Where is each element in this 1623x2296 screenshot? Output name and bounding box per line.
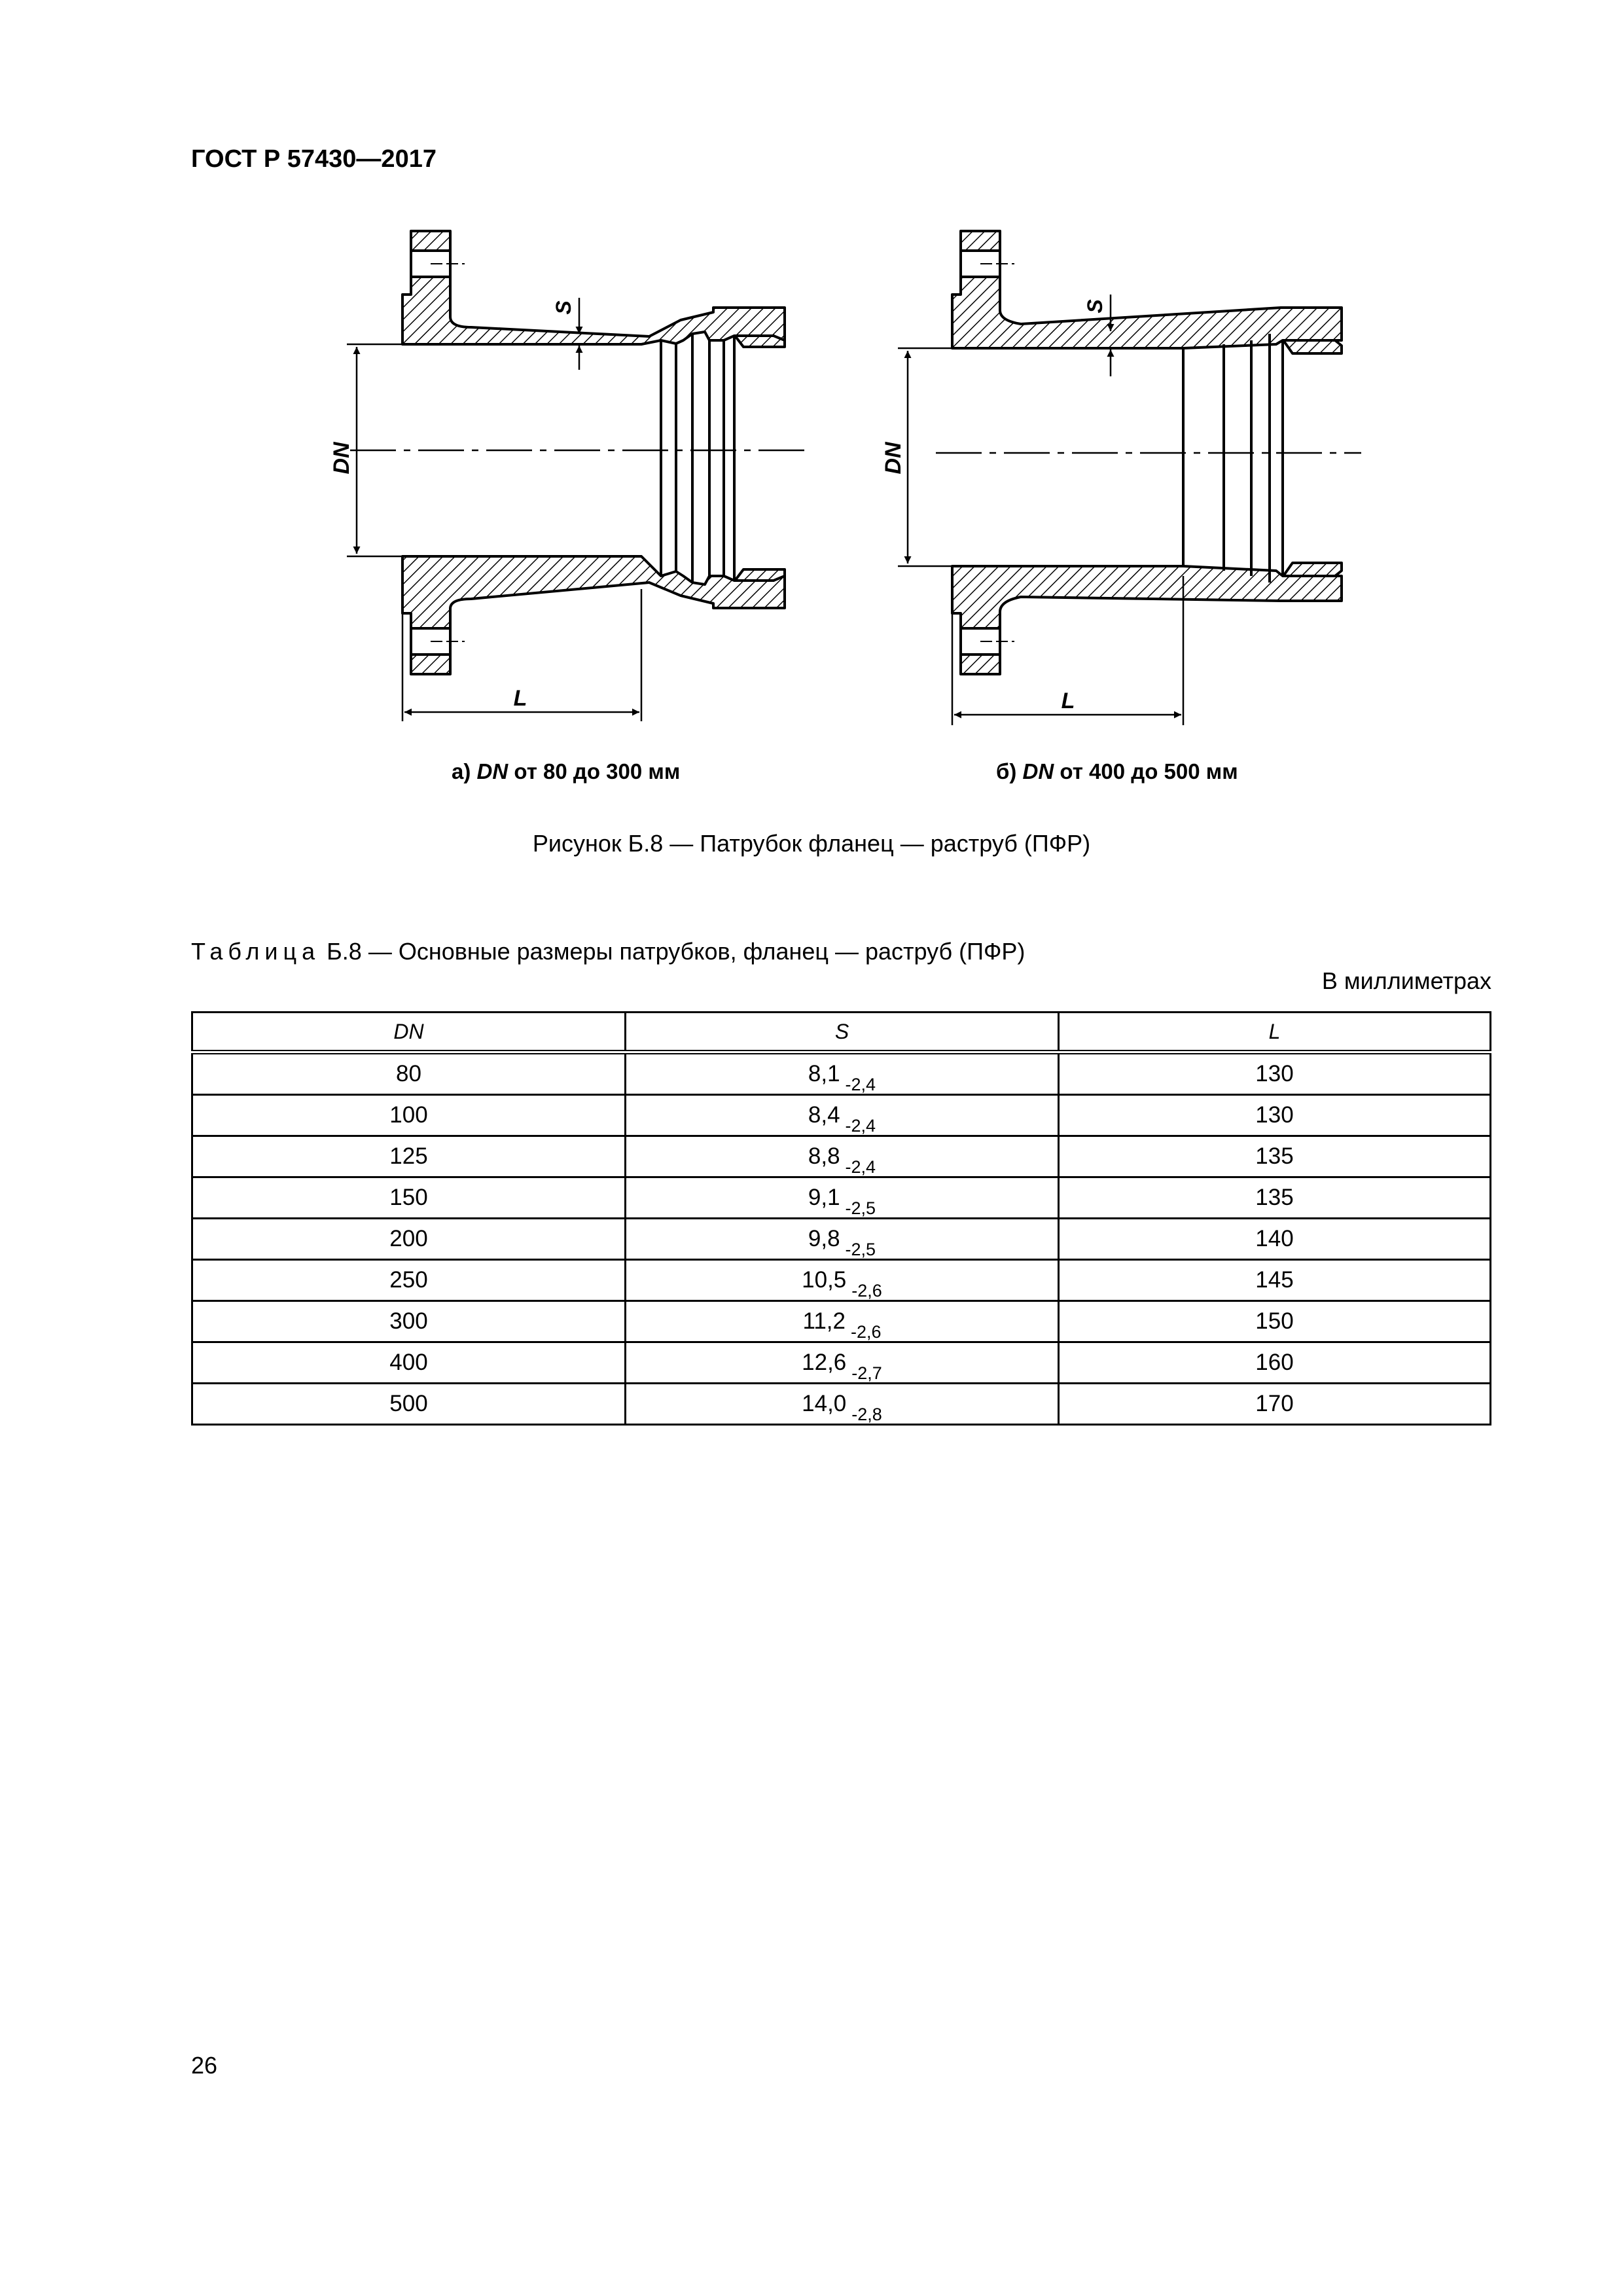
- s-label-a: S: [552, 300, 575, 315]
- table-row: [192, 1219, 1491, 1260]
- subfigure-caption-a: [452, 759, 680, 784]
- table-row: [192, 1384, 1491, 1425]
- table-title-text: Б.8 — Основные размеры патрубков, фланец — раструб (ПФР): [327, 938, 1026, 965]
- subfigure-b-dn: DN: [1022, 759, 1054, 783]
- cell-dn: 250: [192, 1260, 626, 1301]
- cell-l: 130: [1059, 1095, 1491, 1136]
- table-row: [192, 1301, 1491, 1342]
- dn-label-b: DN: [881, 442, 906, 475]
- dn-label-a: DN: [329, 442, 354, 475]
- header-s: S: [625, 1013, 1058, 1052]
- table-row: [192, 1052, 1491, 1095]
- cell-s: [625, 1342, 1058, 1384]
- cell-s: [625, 1052, 1058, 1095]
- figure-b8: [0, 0, 1623, 825]
- cell-s-tolerance: -2,6: [851, 1281, 882, 1300]
- cell-s-value: 9,8: [808, 1226, 840, 1251]
- document-header: ГОСТ Р 57430—2017: [191, 145, 437, 173]
- table-row: [192, 1342, 1491, 1384]
- cell-s-value: 11,2: [802, 1308, 846, 1334]
- subfigure-b-text: от 400 до 500 мм: [1060, 759, 1238, 783]
- table-header-row: [192, 1013, 1491, 1052]
- page-number: 26: [191, 2052, 218, 2079]
- cell-s-value: 8,8: [808, 1143, 840, 1169]
- figure-caption: Рисунок Б.8 — Патрубок фланец — раструб (ПФР): [532, 830, 1091, 857]
- table-row: [192, 1136, 1491, 1177]
- cell-dn: 150: [192, 1177, 626, 1219]
- cell-dn: 500: [192, 1384, 626, 1425]
- cell-l: 160: [1059, 1342, 1491, 1384]
- table-row: [192, 1095, 1491, 1136]
- cell-s: [625, 1260, 1058, 1301]
- dimensions-table: [191, 1011, 1491, 1426]
- s-label-b: S: [1083, 299, 1107, 314]
- cell-s: [625, 1384, 1058, 1425]
- cell-l: 170: [1059, 1384, 1491, 1425]
- cell-dn: 200: [192, 1219, 626, 1260]
- subfigure-b-prefix: б): [996, 759, 1017, 783]
- subfigure-a-dn: DN: [476, 759, 508, 783]
- cell-dn: 300: [192, 1301, 626, 1342]
- cell-s-tolerance: -2,5: [845, 1240, 876, 1259]
- cell-l: 150: [1059, 1301, 1491, 1342]
- subfigure-caption-b: [996, 759, 1238, 784]
- cell-l: 135: [1059, 1136, 1491, 1177]
- cell-l: 145: [1059, 1260, 1491, 1301]
- units-note: В миллиметрах: [1321, 967, 1491, 994]
- table-title: [191, 938, 1025, 965]
- l-label-a: L: [513, 686, 527, 711]
- cell-s-tolerance: -2,7: [851, 1363, 882, 1383]
- cell-l: 130: [1059, 1052, 1491, 1095]
- cell-s-tolerance: -2,4: [845, 1116, 876, 1136]
- subfigure-a-prefix: а): [452, 759, 471, 783]
- cell-l: 140: [1059, 1219, 1491, 1260]
- cell-l: 135: [1059, 1177, 1491, 1219]
- cell-dn: 400: [192, 1342, 626, 1384]
- cell-s-tolerance: -2,4: [845, 1157, 876, 1177]
- cell-s: [625, 1095, 1058, 1136]
- cell-s-tolerance: -2,8: [851, 1405, 882, 1424]
- cell-dn: 80: [192, 1052, 626, 1095]
- cell-s: [625, 1301, 1058, 1342]
- cell-s-tolerance: -2,4: [845, 1075, 876, 1094]
- cell-s: [625, 1136, 1058, 1177]
- cell-dn: 100: [192, 1095, 626, 1136]
- cell-s-value: 8,1: [808, 1061, 840, 1086]
- view-a-drawing: [402, 231, 785, 674]
- cell-s: [625, 1219, 1058, 1260]
- table-title-word: Таблица: [191, 938, 321, 965]
- header-l: L: [1059, 1013, 1491, 1052]
- cell-s: [625, 1177, 1058, 1219]
- cell-s-value: 9,1: [808, 1185, 840, 1210]
- cell-s-value: 8,4: [808, 1102, 840, 1128]
- cell-dn: 125: [192, 1136, 626, 1177]
- cell-s-value: 14,0: [802, 1391, 847, 1416]
- cell-s-tolerance: -2,6: [850, 1322, 882, 1342]
- table-row: [192, 1177, 1491, 1219]
- cell-s-tolerance: -2,5: [845, 1198, 876, 1218]
- fitting-drawing: [0, 0, 1623, 825]
- table-row: [192, 1260, 1491, 1301]
- l-label-b: L: [1061, 689, 1075, 713]
- dn-dimension-b: [898, 348, 952, 566]
- cell-s-value: 10,5: [802, 1267, 847, 1293]
- subfigure-a-text: от 80 до 300 мм: [514, 759, 681, 783]
- cell-s-value: 12,6: [802, 1350, 847, 1375]
- header-dn: DN: [192, 1013, 626, 1052]
